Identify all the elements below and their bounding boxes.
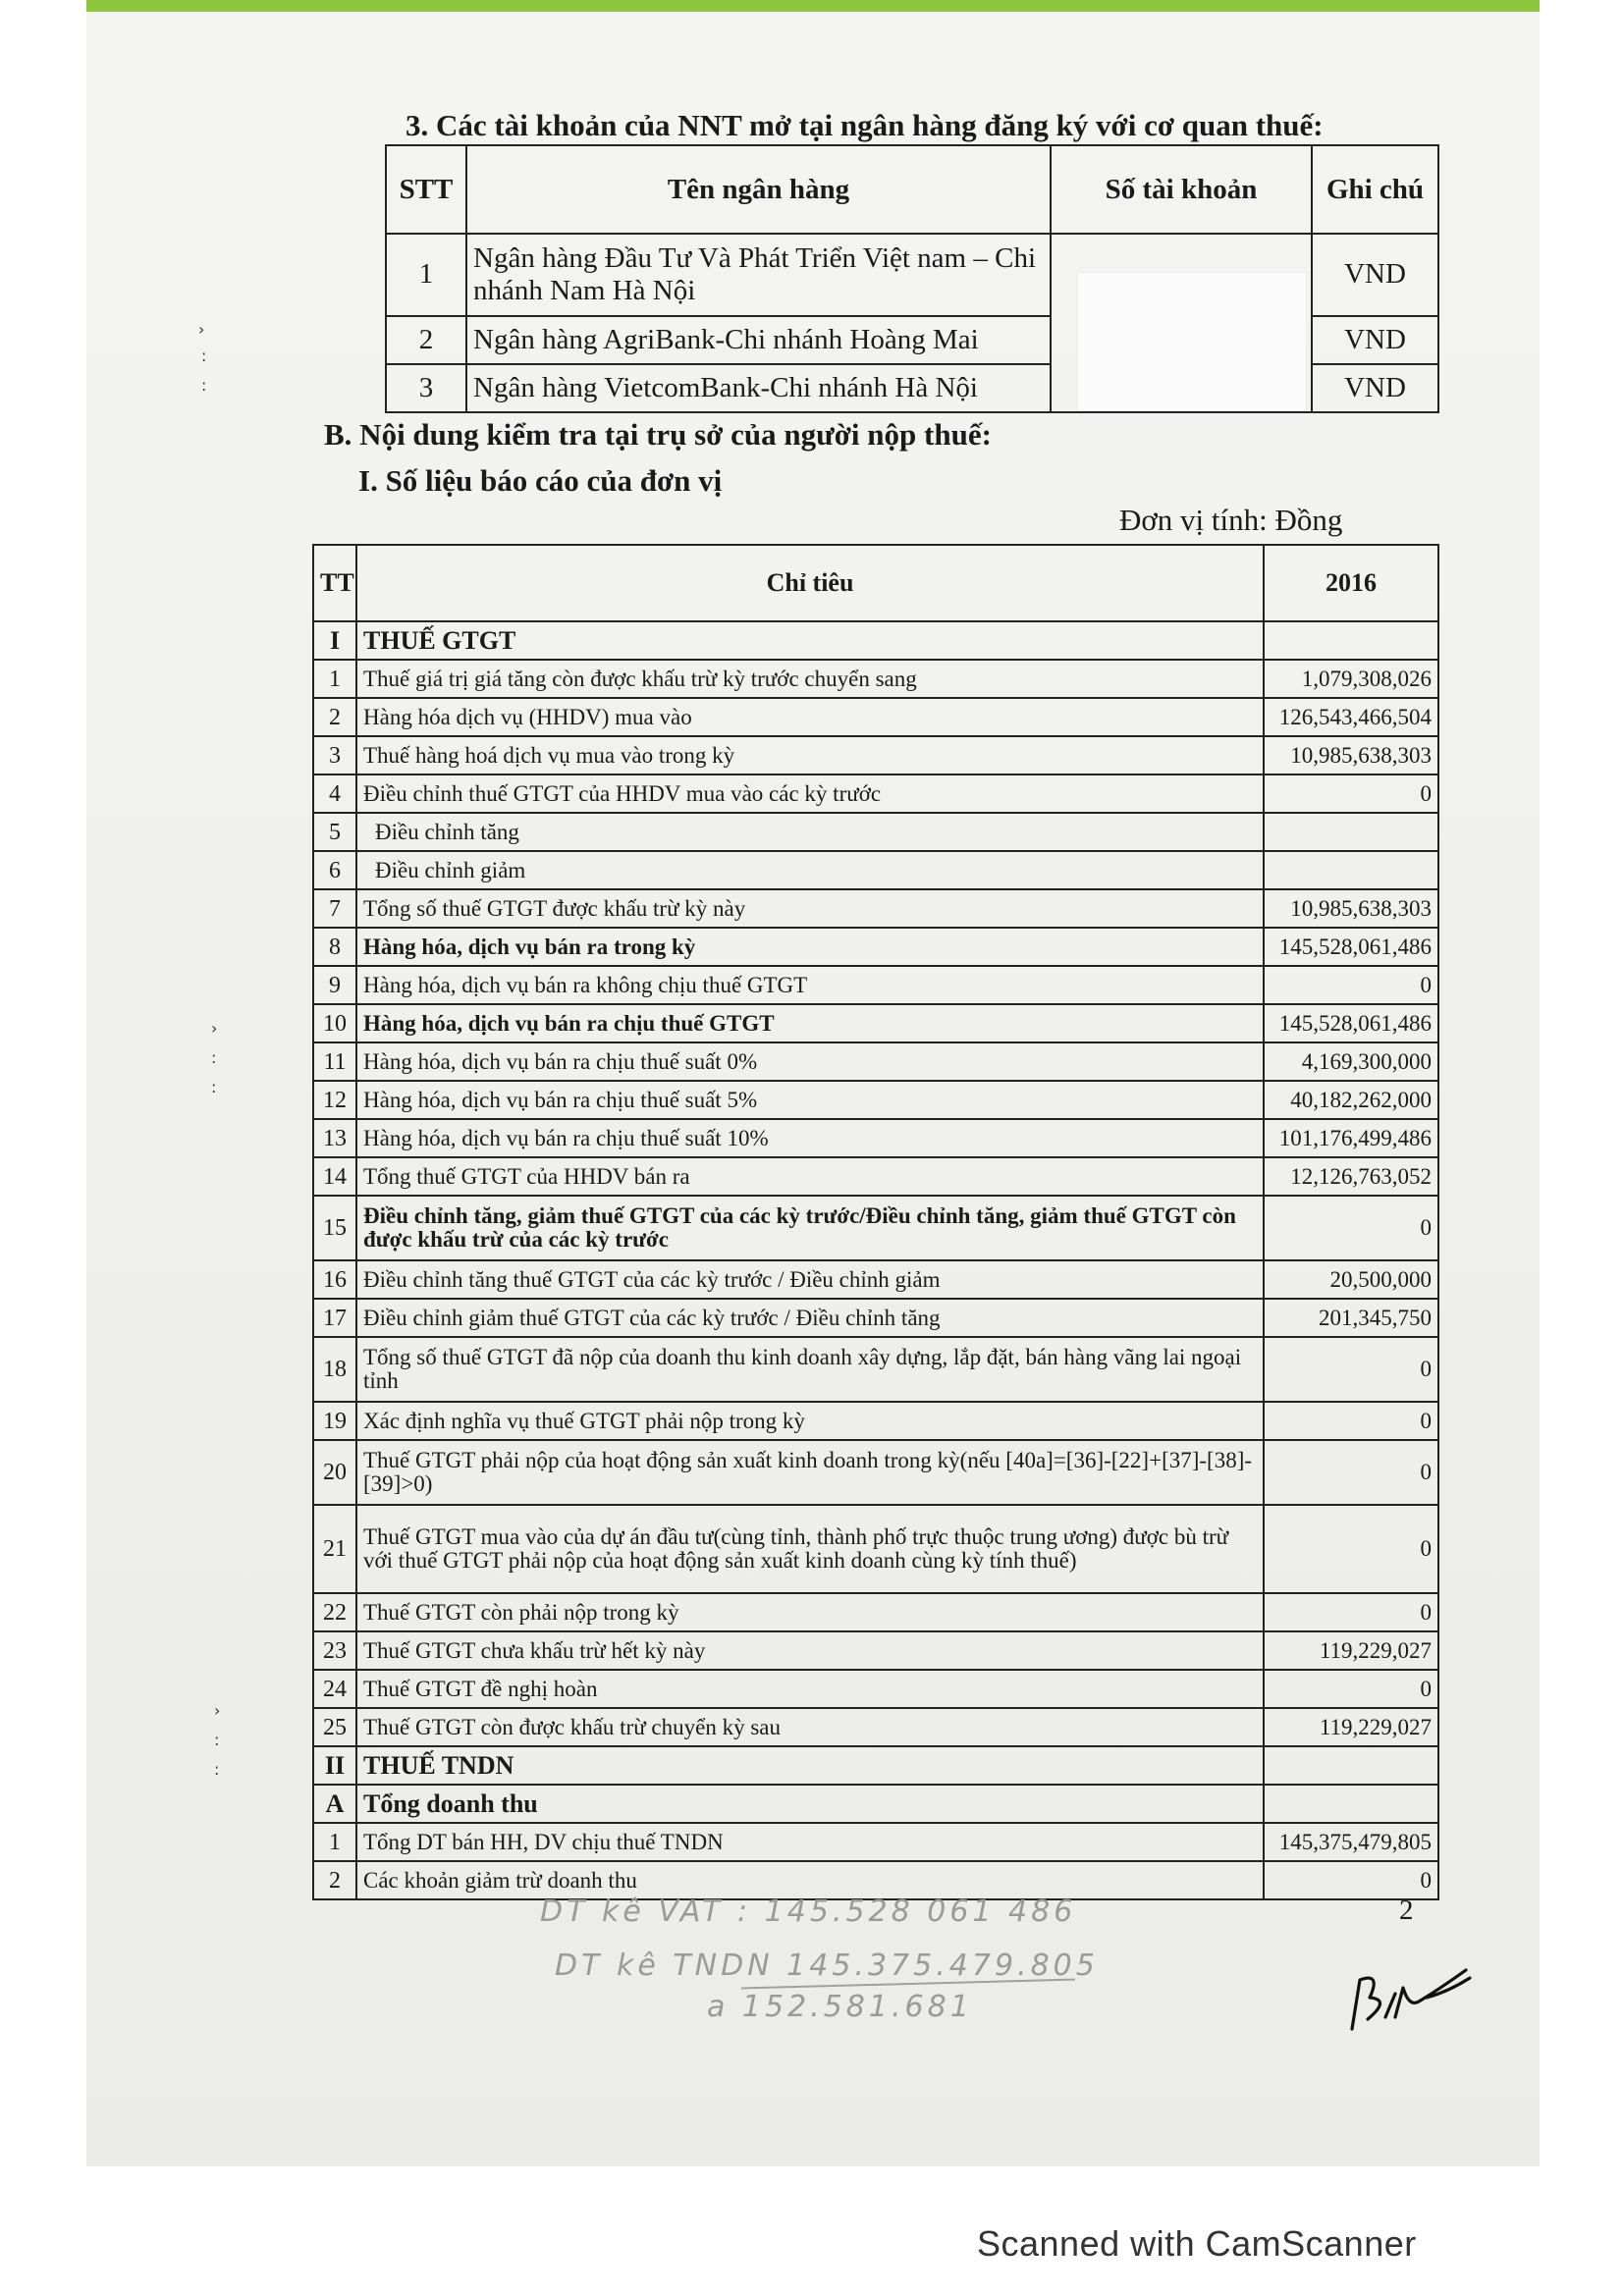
margin-dot: : xyxy=(211,1048,217,1067)
table-row xyxy=(313,774,1438,813)
table-row xyxy=(313,1785,1438,1823)
row-item: Thuế hàng hoá dịch vụ mua vào trong kỳ xyxy=(356,736,1264,774)
table-row xyxy=(313,1004,1438,1042)
row-value: 145,528,061,486 xyxy=(1264,1004,1438,1042)
header-item: Chỉ tiêu xyxy=(356,545,1264,621)
table-row xyxy=(313,1157,1438,1196)
row-stt: 2 xyxy=(386,316,466,364)
row-item: Thuế GTGT còn phải nộp trong kỳ xyxy=(356,1593,1264,1631)
row-value: 126,543,466,504 xyxy=(1264,698,1438,736)
row-item: Thuế giá trị giá tăng còn được khấu trừ kỳ trước chuyển sang xyxy=(356,660,1264,698)
row-number: 1 xyxy=(313,660,356,698)
row-item: Điều chỉnh tăng, giảm thuế GTGT của các kỳ trước/Điều chỉnh tăng, giảm thuế GTGT còn được khấu trừ của các kỳ trước xyxy=(356,1196,1264,1260)
table-row xyxy=(313,851,1438,889)
row-value: 145,375,479,805 xyxy=(1264,1823,1438,1861)
row-note: VND xyxy=(1312,364,1438,412)
row-value: 145,528,061,486 xyxy=(1264,928,1438,966)
row-item: Hàng hóa, dịch vụ bán ra không chịu thuế GTGT xyxy=(356,966,1264,1004)
margin-dot: › xyxy=(214,1701,221,1720)
row-number: 4 xyxy=(313,774,356,813)
margin-dot: : xyxy=(201,376,207,395)
row-value: 0 xyxy=(1264,1440,1438,1505)
row-number: 14 xyxy=(313,1157,356,1196)
tax-report-table xyxy=(312,544,1439,1900)
row-value xyxy=(1264,621,1438,660)
row-value: 0 xyxy=(1264,1337,1438,1402)
margin-dot: : xyxy=(211,1078,217,1096)
row-number: 24 xyxy=(313,1670,356,1708)
row-value xyxy=(1264,851,1438,889)
row-item: Hàng hóa, dịch vụ bán ra chịu thuế suất 0% xyxy=(356,1042,1264,1081)
row-note: VND xyxy=(1312,316,1438,364)
margin-dot: : xyxy=(201,347,207,365)
margin-dot: : xyxy=(214,1731,220,1749)
table-row xyxy=(313,698,1438,736)
row-value: 0 xyxy=(1264,1861,1438,1899)
row-number: 8 xyxy=(313,928,356,966)
row-value xyxy=(1264,1785,1438,1823)
table-row xyxy=(313,1593,1438,1631)
row-item: Thuế GTGT chưa khấu trừ hết kỳ này xyxy=(356,1631,1264,1670)
row-value: 12,126,763,052 xyxy=(1264,1157,1438,1196)
row-item: Hàng hóa, dịch vụ bán ra trong kỳ xyxy=(356,928,1264,966)
currency-unit-note: Đơn vị tính: Đồng xyxy=(1119,503,1343,537)
row-number: 18 xyxy=(313,1337,356,1402)
table-row xyxy=(313,1823,1438,1861)
row-item: Các khoản giảm trừ doanh thu xyxy=(356,1861,1264,1899)
row-item: THUẾ TNDN xyxy=(356,1746,1264,1785)
row-number: 20 xyxy=(313,1440,356,1505)
header-bank-name: Tên ngân hàng xyxy=(466,145,1051,234)
table-header-row xyxy=(313,545,1438,621)
row-number: 9 xyxy=(313,966,356,1004)
row-item: Điều chỉnh thuế GTGT của HHDV mua vào các kỳ trước xyxy=(356,774,1264,813)
row-number: 23 xyxy=(313,1631,356,1670)
row-value: 119,229,027 xyxy=(1264,1708,1438,1746)
redacted-account-numbers xyxy=(1051,234,1312,412)
row-item: Hàng hóa, dịch vụ bán ra chịu thuế GTGT xyxy=(356,1004,1264,1042)
row-value: 0 xyxy=(1264,1670,1438,1708)
row-item: Thuế GTGT đề nghị hoàn xyxy=(356,1670,1264,1708)
redaction-box xyxy=(1077,272,1307,411)
row-number: 22 xyxy=(313,1593,356,1631)
table-header-row xyxy=(386,145,1438,234)
row-number: A xyxy=(313,1785,356,1823)
row-item: THUẾ GTGT xyxy=(356,621,1264,660)
table-row xyxy=(313,1042,1438,1081)
header-year: 2016 xyxy=(1264,545,1438,621)
table-row xyxy=(313,1505,1438,1593)
table-row xyxy=(313,813,1438,851)
row-item: Tổng thuế GTGT của HHDV bán ra xyxy=(356,1157,1264,1196)
row-value: 201,345,750 xyxy=(1264,1299,1438,1337)
row-number: 2 xyxy=(313,1861,356,1899)
handwritten-note: DT kê TNDN 145.375.479.805 xyxy=(555,1949,1099,1983)
row-item: Thuế GTGT còn được khấu trừ chuyển kỳ sau xyxy=(356,1708,1264,1746)
table-row xyxy=(313,889,1438,928)
table-row xyxy=(313,1081,1438,1119)
header-tt: TT xyxy=(313,545,356,621)
bank-accounts-table xyxy=(385,144,1439,413)
row-value: 10,985,638,303 xyxy=(1264,736,1438,774)
row-item: Tổng số thuế GTGT được khấu trừ kỳ này xyxy=(356,889,1264,928)
row-stt: 3 xyxy=(386,364,466,412)
row-number: 15 xyxy=(313,1196,356,1260)
table-row xyxy=(313,1299,1438,1337)
row-value: 0 xyxy=(1264,1505,1438,1593)
row-number: 12 xyxy=(313,1081,356,1119)
row-number: 19 xyxy=(313,1402,356,1440)
row-item: Thuế GTGT mua vào của dự án đầu tư(cùng tỉnh, thành phố trực thuộc trung ương) được bù trừ với thuế GTGT phải nộp của hoạt động sản xuất kinh doanh cùng kỳ tính thuế) xyxy=(356,1505,1264,1593)
row-value: 0 xyxy=(1264,1196,1438,1260)
row-item: Tổng số thuế GTGT đã nộp của doanh thu kinh doanh xây dựng, lắp đặt, bán hàng vãng lai ngoại tỉnh xyxy=(356,1337,1264,1402)
row-value: 10,985,638,303 xyxy=(1264,889,1438,928)
bank-accounts-heading: 3. Các tài khoản của NNT mở tại ngân hàng đăng ký với cơ quan thuế: xyxy=(406,108,1324,142)
row-number: 13 xyxy=(313,1119,356,1157)
row-value xyxy=(1264,813,1438,851)
table-row xyxy=(313,1119,1438,1157)
row-number: 17 xyxy=(313,1299,356,1337)
row-value: 0 xyxy=(1264,1402,1438,1440)
table-row xyxy=(313,736,1438,774)
row-item: Điều chỉnh tăng xyxy=(356,813,1264,851)
section-i-heading: I. Số liệu báo cáo của đơn vị xyxy=(358,463,723,498)
section-b-heading: B. Nội dung kiểm tra tại trụ sở của người nộp thuế: xyxy=(324,417,992,452)
page-number: 2 xyxy=(1399,1895,1414,1926)
row-stt: 1 xyxy=(386,234,466,316)
margin-dot: › xyxy=(198,320,205,339)
row-number: 16 xyxy=(313,1260,356,1299)
row-value: 0 xyxy=(1264,966,1438,1004)
row-value: 0 xyxy=(1264,774,1438,813)
row-number: 21 xyxy=(313,1505,356,1593)
row-number: II xyxy=(313,1746,356,1785)
row-item: Hàng hóa, dịch vụ bán ra chịu thuế suất 5% xyxy=(356,1081,1264,1119)
row-item: Tổng DT bán HH, DV chịu thuế TNDN xyxy=(356,1823,1264,1861)
row-value xyxy=(1264,1746,1438,1785)
signature-initials xyxy=(1340,1958,1488,2047)
handwritten-note: DT kê VAT : 145.528 061 486 xyxy=(540,1895,1077,1929)
table-row xyxy=(313,928,1438,966)
row-item: Tổng doanh thu xyxy=(356,1785,1264,1823)
row-item: Thuế GTGT phải nộp của hoạt động sản xuất kinh doanh trong kỳ(nếu [40a]=[36]-[22]+[37]-[38]-[39]>0) xyxy=(356,1440,1264,1505)
table-row xyxy=(313,1631,1438,1670)
header-stt: STT xyxy=(386,145,466,234)
row-value: 20,500,000 xyxy=(1264,1260,1438,1299)
camscanner-watermark: Scanned with CamScanner xyxy=(977,2223,1417,2264)
table-row xyxy=(313,1402,1438,1440)
row-number: 10 xyxy=(313,1004,356,1042)
row-value: 0 xyxy=(1264,1593,1438,1631)
row-number: 1 xyxy=(313,1823,356,1861)
table-row xyxy=(313,660,1438,698)
row-item: Hàng hóa, dịch vụ bán ra chịu thuế suất 10% xyxy=(356,1119,1264,1157)
row-value: 1,079,308,026 xyxy=(1264,660,1438,698)
row-bank-name: Ngân hàng VietcomBank-Chi nhánh Hà Nội xyxy=(466,364,1051,412)
row-number: 2 xyxy=(313,698,356,736)
row-note: VND xyxy=(1312,234,1438,316)
table-row xyxy=(313,1260,1438,1299)
row-value: 101,176,499,486 xyxy=(1264,1119,1438,1157)
report-rows xyxy=(313,621,1438,1899)
row-item: Xác định nghĩa vụ thuế GTGT phải nộp trong kỳ xyxy=(356,1402,1264,1440)
table-row xyxy=(313,1746,1438,1785)
table-row xyxy=(313,1670,1438,1708)
table-row xyxy=(313,621,1438,660)
margin-dot: › xyxy=(211,1019,218,1038)
row-bank-name: Ngân hàng AgriBank-Chi nhánh Hoàng Mai xyxy=(466,316,1051,364)
row-number: 7 xyxy=(313,889,356,928)
header-note: Ghi chú xyxy=(1312,145,1438,234)
row-item: Điều chỉnh giảm xyxy=(356,851,1264,889)
table-row xyxy=(313,1440,1438,1505)
table-row xyxy=(313,1337,1438,1402)
table-row xyxy=(313,1708,1438,1746)
table-row xyxy=(313,966,1438,1004)
row-bank-name: Ngân hàng Đầu Tư Và Phát Triển Việt nam – Chi nhánh Nam Hà Nội xyxy=(466,234,1051,316)
row-number: 6 xyxy=(313,851,356,889)
row-item: Hàng hóa dịch vụ (HHDV) mua vào xyxy=(356,698,1264,736)
row-number: 11 xyxy=(313,1042,356,1081)
row-item: Điều chỉnh tăng thuế GTGT của các kỳ trước / Điều chỉnh giảm xyxy=(356,1260,1264,1299)
handwritten-note: a 152.581.681 xyxy=(707,1990,973,2024)
margin-dot: : xyxy=(214,1760,220,1779)
row-number: 5 xyxy=(313,813,356,851)
row-number: I xyxy=(313,621,356,660)
table-row xyxy=(386,234,1438,316)
row-item: Điều chỉnh giảm thuế GTGT của các kỳ trước / Điều chỉnh tăng xyxy=(356,1299,1264,1337)
header-account-number: Số tài khoản xyxy=(1051,145,1312,234)
row-value: 119,229,027 xyxy=(1264,1631,1438,1670)
row-value: 40,182,262,000 xyxy=(1264,1081,1438,1119)
row-value: 4,169,300,000 xyxy=(1264,1042,1438,1081)
row-number: 25 xyxy=(313,1708,356,1746)
table-row xyxy=(313,1196,1438,1260)
row-number: 3 xyxy=(313,736,356,774)
